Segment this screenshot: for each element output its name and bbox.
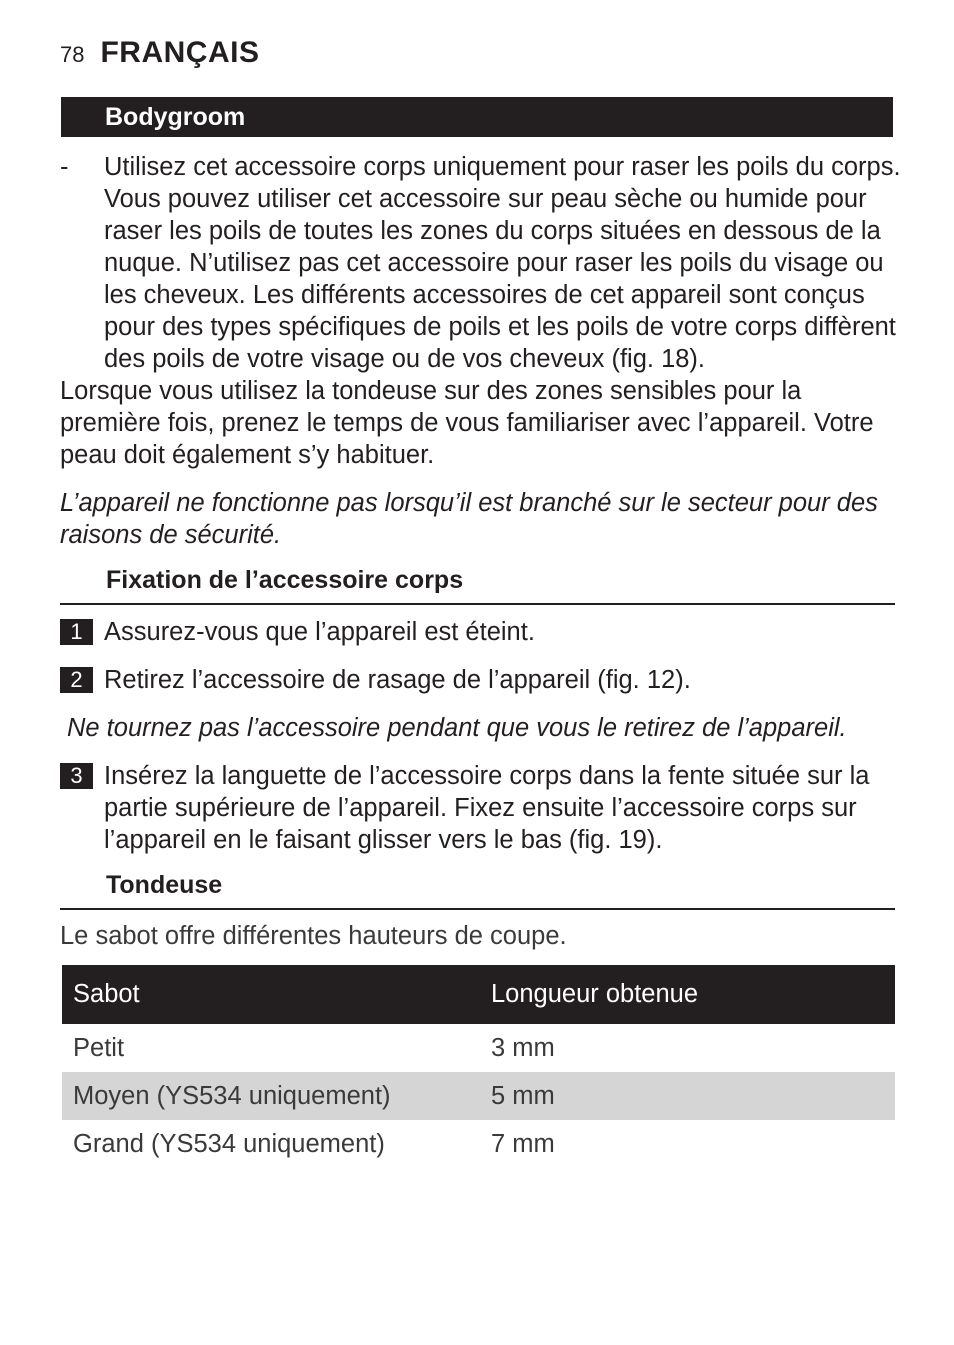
step-number-badge: 3 (60, 763, 93, 789)
table-header-cell: Longueur obtenue (491, 980, 699, 1008)
step-number-badge: 1 (60, 619, 93, 645)
page-number: 78 (60, 42, 85, 67)
table-cell: Grand (YS534 uniquement) (73, 1129, 385, 1158)
step-1 (60, 616, 894, 648)
page-header (60, 36, 259, 70)
bullet-text: Utilisez cet accessoire corps uniquement pour raser les poils du corps. Vous pouvez utiliser cet accessoire sur peau sèche ou humide pour raser les poils de toutes les zones du corps situées en dessous de la nuque. N’utilisez pas cet accessoire pour raser les poils du visage ou les cheveux. Les différents accessoires de cet appareil sont conçus pour des types spécifiques de poils et les poils de votre corps diffèrent des poils de votre visage ou de vos cheveux (fig. 18). (104, 153, 901, 373)
step-text: Assurez-vous que l’appareil est éteint. (104, 618, 535, 646)
step-text: Insérez la languette de l’accessoire corps dans la fente située sur la partie supérieure de l’appareil. Fixez ensuite l’accessoire corps sur l’appareil en le faisant glisser vers le bas (fig. 19). (104, 762, 870, 854)
tondeuse-intro: Le sabot offre différentes hauteurs de coupe. (60, 922, 567, 950)
step-3 (60, 760, 894, 856)
step-number-badge: 2 (60, 667, 93, 693)
table-cell: 7 mm (491, 1129, 555, 1158)
fixation-heading: Fixation de l’accessoire corps (60, 561, 895, 605)
intro-paragraph: Lorsque vous utilisez la tondeuse sur des zones sensibles pour la première fois, prenez le temps de vous familiariser avec l’appareil. Votre peau doit également s’y habituer. (60, 377, 874, 469)
table-cell: Moyen (YS534 uniquement) (73, 1081, 391, 1110)
table-cell: 3 mm (491, 1033, 555, 1062)
table-row (62, 1120, 895, 1168)
table-header-cell: Sabot (73, 980, 140, 1008)
comb-length-table (62, 965, 895, 1168)
table-row (62, 1024, 895, 1072)
bullet-dash: - (60, 153, 69, 181)
table-cell: Petit (73, 1033, 125, 1062)
step-2 (60, 664, 894, 696)
table-row (62, 1072, 895, 1120)
removal-warning: Ne tournez pas l’accessoire pendant que vous le retirez de l’appareil. (67, 714, 847, 742)
step-text: Retirez l’accessoire de rasage de l’appareil (fig. 12). (104, 666, 691, 694)
table-cell: 5 mm (491, 1081, 555, 1110)
table-header-row (62, 965, 895, 1024)
language-heading: FRANÇAIS (100, 36, 260, 69)
safety-warning: L’appareil ne fonctionne pas lorsqu’il est branché sur le secteur pour des raisons de sécurité. (60, 489, 878, 549)
section-title-bar: Bodygroom (61, 97, 893, 137)
tondeuse-heading: Tondeuse (60, 866, 895, 910)
